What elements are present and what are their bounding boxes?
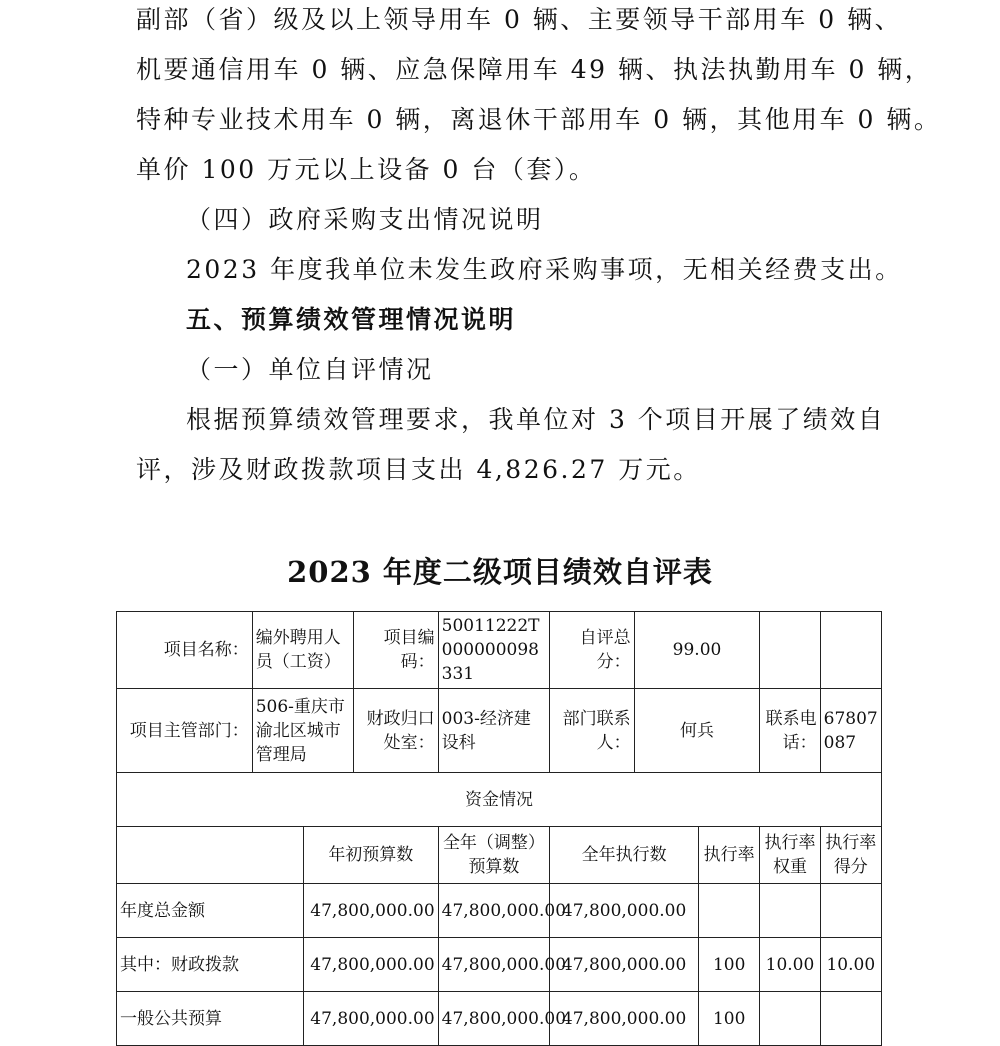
contact-person-value: 何兵 [634,689,760,773]
self-eval-line-2: 评，涉及财政拨款项目支出 4,826.27 万元。 [136,455,701,484]
table-row [117,992,882,1046]
table-row [117,612,882,689]
heading-section-5: 五、预算绩效管理情况说明 [186,305,517,334]
empty-cell [760,612,820,689]
table-header-row [117,827,882,884]
adjusted-budget-cell: 47,800,000.00 [438,938,550,992]
initial-budget-cell: 47,800,000.00 [303,938,438,992]
row-label: 一般公共预算 [117,992,304,1046]
dept-label: 项目主管部门： [117,689,253,773]
project-name-label: 项目名称： [117,612,253,689]
heading-procurement: （四）政府采购支出情况说明 [186,205,544,234]
performance-table [116,611,882,1046]
rate-weight-cell: 10.00 [760,938,820,992]
phone-value: 67807087 [820,689,881,773]
project-code-value: 50011222T000000098331 [438,612,550,689]
table-row [117,884,882,938]
adjusted-budget-cell: 47,800,000.00 [438,992,550,1046]
col-header-rate-score: 执行率得分 [820,827,881,884]
project-name-value: 编外聘用人员（工资） [252,612,354,689]
row-label: 其中：财政拨款 [117,938,304,992]
executed-cell: 47,800,000.00 [550,938,699,992]
contact-person-label: 部门联系人： [550,689,634,773]
self-score-label: 自评总分： [550,612,634,689]
finance-office-value: 003-经济建设科 [438,689,550,773]
table-row [117,689,882,773]
row-label: 年度总金额 [117,884,304,938]
initial-budget-cell: 47,800,000.00 [303,884,438,938]
self-eval-line-1: 根据预算绩效管理要求，我单位对 3 个项目开展了绩效自 [186,405,886,434]
self-score-value: 99.00 [634,612,760,689]
col-header-rate-weight: 执行率权重 [760,827,820,884]
executed-cell: 47,800,000.00 [550,884,699,938]
col-header-executed: 全年执行数 [550,827,699,884]
rate-weight-cell [760,992,820,1046]
body-line-1: 副部（省）级及以上领导用车 0 辆、主要领导干部用车 0 辆、 [136,5,903,34]
col-header-exec-rate: 执行率 [699,827,760,884]
dept-value: 506-重庆市渝北区城市管理局 [252,689,354,773]
adjusted-budget-cell: 47,800,000.00 [438,884,550,938]
body-line-3: 特种专业技术用车 0 辆，离退休干部用车 0 辆，其他用车 0 辆。 [136,105,942,134]
body-line-4: 单价 100 万元以上设备 0 台（套）。 [136,155,597,184]
rate-weight-cell [760,884,820,938]
project-code-label: 项目编码： [354,612,438,689]
rate-score-cell [820,992,881,1046]
rate-score-cell: 10.00 [820,938,881,992]
table-title: 2023 年度二级项目绩效自评表 [287,555,713,589]
initial-budget-cell: 47,800,000.00 [303,992,438,1046]
empty-cell [117,827,304,884]
table-row [117,773,882,827]
funds-heading: 资金情况 [117,773,882,827]
exec-rate-cell: 100 [699,938,760,992]
executed-cell: 47,800,000.00 [550,992,699,1046]
rate-score-cell [820,884,881,938]
finance-office-label: 财政归口处室： [354,689,438,773]
exec-rate-cell: 100 [699,992,760,1046]
procurement-text: 2023 年度我单位未发生政府采购事项，无相关经费支出。 [186,255,903,284]
empty-cell [820,612,881,689]
heading-self-evaluation: （一）单位自评情况 [186,355,434,384]
exec-rate-cell [699,884,760,938]
table-row [117,938,882,992]
col-header-adjusted-budget: 全年（调整）预算数 [438,827,550,884]
col-header-initial-budget: 年初预算数 [303,827,438,884]
body-line-2: 机要通信用车 0 辆、应急保障用车 49 辆、执法执勤用车 0 辆， [136,55,933,84]
phone-label: 联系电话： [760,689,820,773]
